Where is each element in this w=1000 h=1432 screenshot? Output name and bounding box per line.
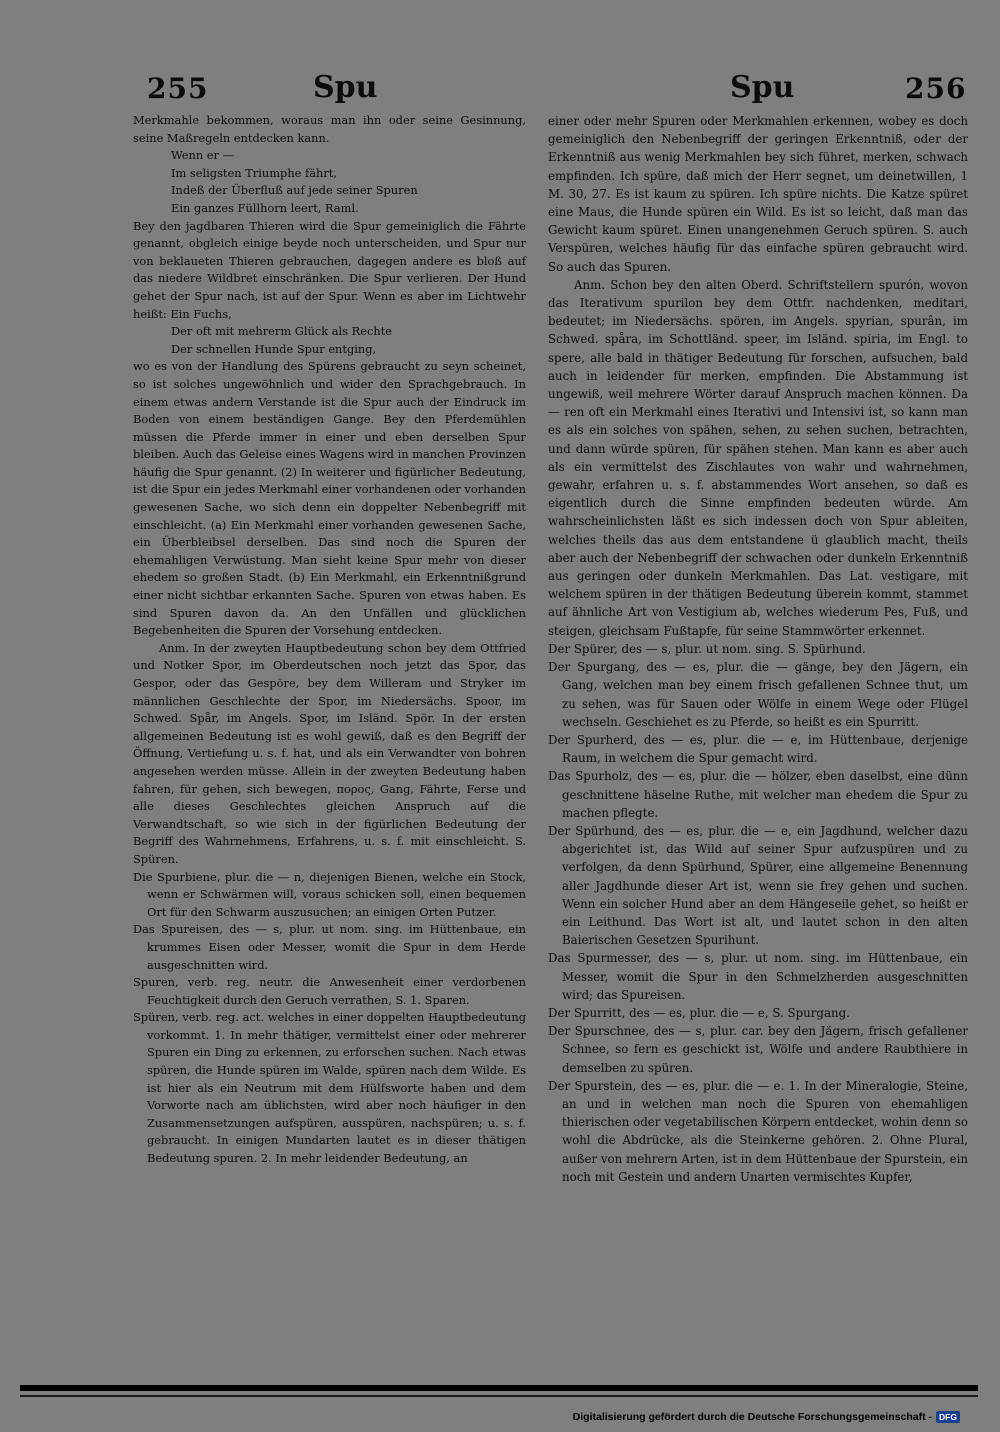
dfg-logo-icon[interactable]: DFG bbox=[936, 1411, 960, 1423]
right-column bbox=[548, 112, 968, 1186]
right-column-paragraph: Das Spurholz, des — es, plur. die — hölzer, eben daselbst, eine dünn geschnittene häselne Ruthe, mit welcher man ehedem die Spur zu machen pflegte. bbox=[548, 769, 968, 820]
left-column-paragraph: Indeß der Überfluß auf jede seiner Spuren bbox=[171, 183, 418, 198]
left-column-paragraph: Bey den jagdbaren Thieren wird die Spur gemeiniglich die Fährte genannt, obgleich einige beyde noch unterscheiden, und Spur nur von beklaueten Thieren gebrauchen, dagegen andere es bloß auf das niedere Wildbret einschränken. Die Spur verlieren. Der Hund gehet der Spur nach, ist auf der Spur. Wenn es aber im Lichtwehr heißt: Ein Fuchs, bbox=[133, 218, 526, 321]
left-column-paragraph: Die Spurbiene, plur. die — n, diejenigen Bienen, welche ein Stock, wenn er Schwärmen will, voraus schicken soll, einen bequemen Ort für den Schwarm auszusuchen; an einigen Orten Putzer. bbox=[133, 869, 526, 919]
right-column-paragraph: Der Spürer, des — s, plur. ut nom. sing. S. Spürhund. bbox=[548, 641, 866, 656]
bottom-rule bbox=[20, 1385, 978, 1391]
right-column-paragraph: einer oder mehr Spuren oder Merkmahlen erkennen, wobey es doch gemeiniglich den Nebenbegriff der geringen Erkenntniß, oder der Erkenntniß aus wenig Merkmahlen bey sich führet, merken, schwach empfinden. Ich spüre, daß mich der Herr segnet, um deinetwillen, 1 M. 30, 27. Es ist kaum zu spüren. Ich spüre nichts. Die Katze spüret eine Maus, die Hunde spüren ein Wild. Es ist so leicht, daß man das Gewicht kaum spüret. Einen unangenehmen Geruch spüren. S. auch Verspüren, welches häufig für das einfache spüren gebraucht wird. So auch das Spuren. bbox=[548, 114, 968, 274]
right-column-paragraph: Der Spurherd, des — es, plur. die — e, im Hüttenbaue, derjenige Raum, in welchem die Spur gemacht wird. bbox=[548, 732, 968, 766]
right-column-paragraph: Der Spurgang, des — es, plur. die — gänge, bey den Jägern, ein Gang, welchen man bey einem frisch gefallenen Schnee thut, um zu sehen, was für Sauen oder Wölfe in einem Wege oder Flügel wechseln. Geschiehet es zu Pferde, so heißt es ein Spurritt. bbox=[548, 660, 968, 729]
right-column-paragraph: Das Spurmesser, des — s, plur. ut nom. sing. im Hüttenbaue, ein Messer, womit die Spur in den Schmelzherden ausgeschnitten wird; das Spureisen. bbox=[548, 951, 968, 1002]
right-column-paragraph: Anm. Schon bey den alten Oberd. Schriftstellern spurón, wovon das Iterativum spurilon bey dem Ottfr. nachdenken, meditari, bedeutet; im Niedersächs. spören, im Angels. spyrian, spurân, im Schwed. spåra, im Schottländ. speer, im Isländ. spiria, im Engl. to spere, alle bald in thätiger Bedeutung für forschen, aufsuchen, bald auch in leidender für merken, empfinden. Die Abstammung ist ungewiß, weil mehrere Wörter darauf Anspruch machen können. Da — ren oft ein Merkmahl eines Iterativi und Intensivi ist, so kann man es als ein solches von spähen, sehen, zu sehen suchen, betrachten, und dann würde spüren, für spähen stehen. Man kann es aber auch als ein vermittelst des Zischlautes von wahr und wahrnehmen, gewahr, erfahren u. s. f. abstammendes Wort ansehen, so daß es eigentlich durch die Sinne empfinden bedeuten würde. Am wahrscheinlichsten läßt es sich indessen doch von Spur ableiten, welches theils das aus dem entstandene ü glaublich macht, theils aber auch der Nebenbegriff der schwachen oder dunkeln Erkenntniß aus geringen oder dunkeln Merkmahlen. Das Lat. vestigare, mit welchem spüren in der thätigen Bedeutung überein kommt, stammet auf ähnliche Art von Vestigium ab, welches wiederum Pes, Fuß, und steigen, gleichsam Fußtapfe, für seine Stammwörter erkennet. bbox=[548, 277, 968, 638]
left-column-paragraph: Anm. In der zweyten Hauptbedeutung schon bey dem Ottfried und Notker Spor, im Oberdeutschen noch jetzt das Spor, das Gespor, oder das Gespöre, bey dem Willeram und Stryker im männlichen Geschlechte der Spor, im Niedersächs. Spoor, im Schwed. Spår, im Angels. Spor, im Isländ. Spör. In der ersten allgemeinen Bedeutung ist es wohl gewiß, daß es den Begriff der Öffnung, Vertiefung u. s. f. hat, und als ein Verwandter von bohren angesehen werden müsse. Allein in der zweyten Bedeutung haben fahren, für gehen, sich bewegen, πορος, Gang, Fährte, Ferse und alle dieses Geschlechtes gleichen Anspruch auf die Verwandtschaft, so wie sich in der figürlichen Bedeutung der Begriff des Wahrnehmens, Erfahrens, u. s. f. mit einschleicht. S. Spüren. bbox=[133, 640, 526, 866]
left-column-paragraph: Im seligsten Triumphe fährt, bbox=[171, 165, 338, 180]
right-column-paragraph: Der Spürhund, des — es, plur. die — e, ein Jagdhund, welcher dazu abgerichtet ist, das Wild auf seiner Spur aufzuspüren und zu verfolgen, da denn Spürhund, Spürer, eine allgemeine Benennung aller Jagdhunde dieser Art ist, wenn sie frey gehen und suchen. Wenn ein solcher Hund aber an dem Hängeseile gehet, so heißt er ein Leithund. Das Wort ist alt, und lautet schon in den alten Baierischen Gesetzen Spurihunt. bbox=[548, 823, 968, 948]
left-page-number: 255 bbox=[147, 72, 209, 105]
left-column-paragraph: Das Spureisen, des — s, plur. ut nom. sing. im Hüttenbaue, ein krummes Eisen oder Messer, womit die Spur in dem Herde ausgeschnitten wird. bbox=[133, 922, 526, 972]
left-column-paragraph: Ein ganzes Füllhorn leert, Raml. bbox=[171, 200, 359, 215]
right-column-paragraph: Der Spurritt, des — es, plur. die — e, S. Spurgang. bbox=[548, 1005, 850, 1020]
right-column-paragraph: Der Spurstein, des — es, plur. die — e. 1. In der Mineralogie, Steine, an und in welchen man noch die Spuren von ehemahligen thierischen oder vegetabilischen Körpern entdecket, wohin denn so wohl die Abdrücke, als die Steinkerne gehören. 2. Ohne Plural, außer von mehrern Arten, ist in dem Hüttenbaue der Spurstein, ein noch mit Gestein und andern Unarten vermischtes Kupfer, bbox=[548, 1078, 968, 1184]
right-catchword: Spu bbox=[730, 70, 795, 105]
footer-text: Digitalisierung gefördert durch die Deutsche Forschungsgemeinschaft - bbox=[572, 1411, 933, 1423]
left-column-paragraph: Merkmahle bekommen, woraus man ihn oder seine Gesinnung, seine Maßregeln entdecken kann. bbox=[133, 113, 526, 145]
footer bbox=[573, 1411, 960, 1423]
left-column bbox=[133, 112, 526, 1168]
left-column-paragraph: wo es von der Handlung des Spürens gebraucht zu seyn scheinet, so ist solches ungewöhnlich und wider den Sprachgebrauch. In einem etwas andern Verstande ist die Spur auch der Eindruck im Boden von einem beständigen Gange. Bey den Pferdemühlen müssen die Pferde immer in einer und eben derselben Spur bleiben. Auch das Geleise eines Wagens wird in manchen Provinzen häufig die Spur genannt. (2) In weiterer und figürlicher Bedeutung, ist die Spur ein jedes Merkmahl einer vorhandenen oder vorhanden gewesenen Sache, wo sich denn ein doppelter Nebenbegriff mit einschleicht. (a) Ein Merkmahl einer vorhanden gewesenen Sache, ein Überbleibsel derselben. Das sind noch die Spuren der ehemahligen Verwüstung. Man sieht keine Spur mehr von dieser ehedem so großen Stadt. (b) Ein Merkmahl, ein Erkenntnißgrund einer nicht sichtbar erkannten Sache. Spuren von etwas haben. Es sind Spuren davon da. An den Unfällen und glücklichen Begebenheiten die Spuren der Vorsehung entdecken. bbox=[133, 359, 526, 638]
left-catchword: Spu bbox=[313, 70, 378, 105]
left-column-paragraph: Spuren, verb. reg. neutr. die Anwesenheit einer verdorbenen Feuchtigkeit durch den Geruch verrathen, S. 1. Sparen. bbox=[133, 975, 526, 1007]
left-column-paragraph: Wenn er — bbox=[171, 148, 235, 163]
left-column-paragraph: Der schnellen Hunde Spur entging, bbox=[171, 341, 377, 356]
left-column-paragraph: Spüren, verb. reg. act. welches in einer doppelten Hauptbedeutung vorkommt. 1. In mehr thätiger, vermittelst einer oder mehrerer Spuren ein Ding zu erkennen, zu erforschen suchen. Nach etwas spüren, die Hunde spüren im Walde, spüren nach dem Wilde. Es ist hier als ein Neutrum mit dem Hülfsworte haben und dem Vorworte nach am üblichsten, wird aber noch häufiger in den Zusammensetzungen aufspüren, ausspüren, nachspüren; u. s. f. gebraucht. In einigen Mundarten lautet es in dieser thätigen Bedeutung spuren. 2. In mehr leidender Bedeutung, an bbox=[133, 1010, 526, 1166]
right-page-number: 256 bbox=[905, 72, 967, 105]
bottom-rule-thin bbox=[20, 1395, 978, 1397]
right-column-paragraph: Der Spurschnee, des — s, plur. car. bey den Jägern, frisch gefallener Schnee, so fern es geschickt ist, Wölfe und andere Raubthiere in demselben zu spüren. bbox=[548, 1024, 968, 1075]
left-column-paragraph: Der oft mit mehrerm Glück als Rechte bbox=[171, 324, 393, 339]
